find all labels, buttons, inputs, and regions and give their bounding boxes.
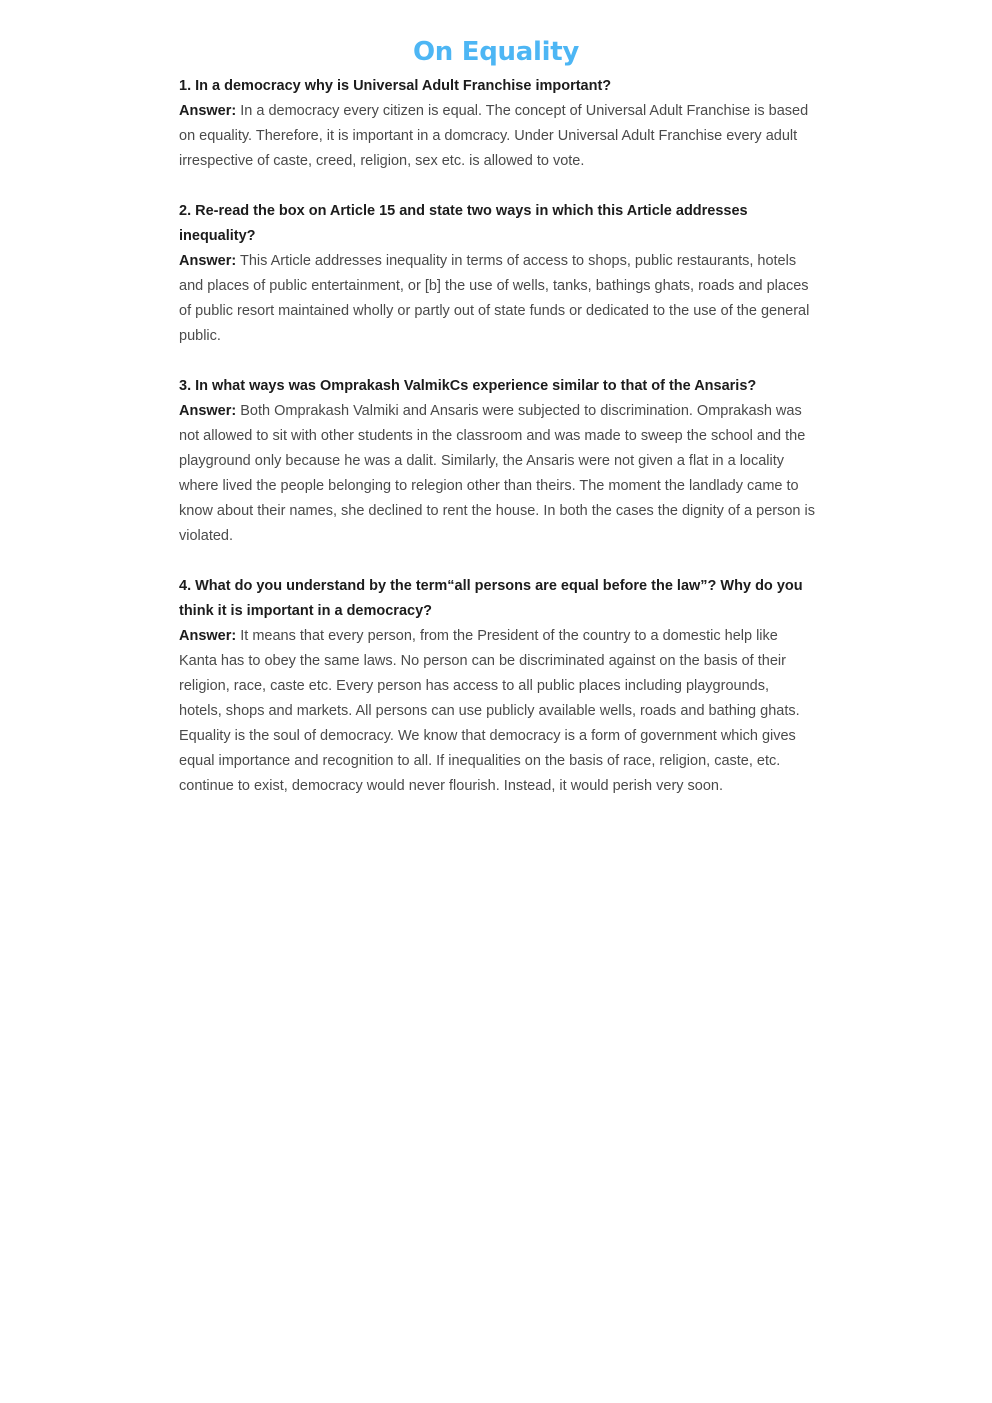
qa-block-2 [179, 199, 815, 349]
answer-label: Answer: [179, 403, 237, 419]
qa-block-4 [179, 574, 815, 799]
answer-label: Answer: [179, 103, 237, 119]
answer-4-text: It means that every person, from the President of the country to a domestic help like Kanta has to obey the same laws. No person can be discriminated against on the basis of their religion, race, caste etc. Every person has access to all public places including playgrounds, hotels, shops and markets. All persons can use publicly available wells, roads and bathing ghats. [179, 628, 800, 719]
page-title: On Equality [413, 37, 579, 67]
answer-2-text: This Article addresses inequality in terms of access to shops, public restaurants, hotels and places of public entertainment, or [b] the use of wells, tanks, bathings ghats, roads and places of public resort maintained wholly or partly out of state funds or dedicated to the use of the general public. [179, 253, 810, 344]
answer-label: Answer: [179, 628, 237, 644]
answer-label: Answer: [179, 253, 237, 269]
question-2: 2. Re-read the box on Article 15 and state two ways in which this Article addresses inequality? [179, 203, 748, 244]
answer-3 [179, 399, 815, 549]
question-4: 4. What do you understand by the term“all persons are equal before the law”? Why do you think it is important in a democracy? [179, 578, 803, 619]
answer-4-paragraph-2: Equality is the soul of democracy. We know that democracy is a form of government which gives equal importance and recognition to all. If inequalities on the basis of race, religion, caste, etc. continue to exist, democracy would never flourish. Instead, it would perish very soon. [179, 728, 796, 794]
document-body [179, 74, 815, 824]
answer-4 [179, 624, 815, 724]
answer-2 [179, 249, 815, 349]
qa-block-1 [179, 74, 815, 174]
answer-1-text: In a democracy every citizen is equal. The concept of Universal Adult Franchise is based on equality. Therefore, it is important in a domcracy. Under Universal Adult Franchise every adult irrespective of caste, creed, religion, sex etc. is allowed to vote. [179, 103, 809, 169]
answer-1 [179, 99, 815, 174]
question-3: 3. In what ways was Omprakash ValmikCs experience similar to that of the Ansaris? [179, 378, 757, 394]
qa-block-3 [179, 374, 815, 549]
answer-3-text: Both Omprakash Valmiki and Ansaris were subjected to discrimination. Omprakash was not allowed to sit with other students in the classroom and was made to sweep the school and the playground only because he was a dalit. Similarly, the Ansaris were not given a flat in a locality where lived the people belonging to relegion other than theirs. The moment the landlady came to know about their names, she declined to rent the house. In both the cases the dignity of a person is violated. [179, 403, 815, 544]
question-1: 1. In a democracy why is Universal Adult Franchise important? [179, 78, 612, 94]
